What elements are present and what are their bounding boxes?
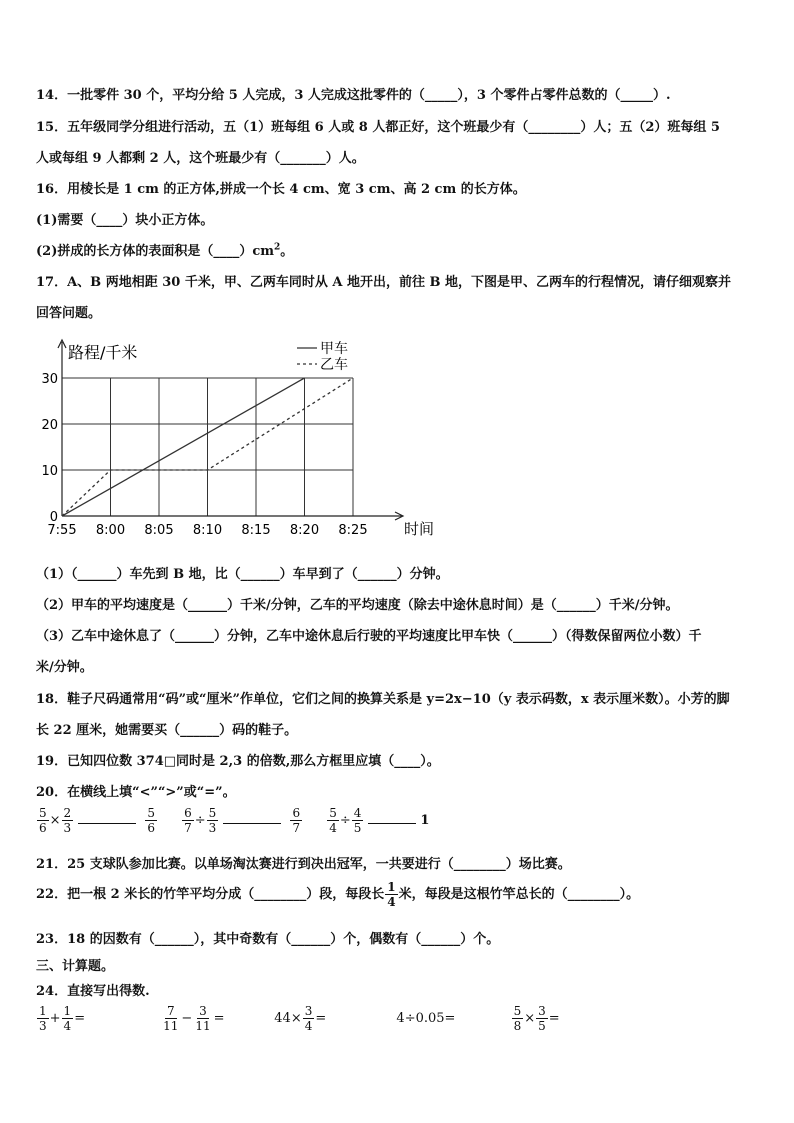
fraction: $\frac{5}{3}$ — [208, 806, 217, 835]
question-15-line2: 人或每组 9 人都剩 2 人，这个班最少有（_______）人。 — [36, 151, 365, 166]
y-tick-label: 10 — [41, 464, 58, 479]
question-18-line2: 长 22 厘米，她需要买（______）码的鞋子。 — [36, 723, 298, 738]
question-20-items — [36, 806, 429, 835]
legend-label: 甲车 — [320, 341, 348, 357]
q16-part2-end: 。 — [280, 244, 294, 259]
y-tick-label: 20 — [41, 418, 58, 433]
q22-text: 22．把一根 2 米长的竹竿平均分成（________）段，每段长 — [36, 887, 385, 902]
fraction: $\frac{2}{3}$ — [63, 806, 72, 835]
question-23: 23．18 的因数有（______），其中奇数有（______）个，偶数有（______）个。 — [36, 932, 500, 947]
answer-blank[interactable] — [368, 823, 416, 824]
fraction: $\frac{1}{4}$ — [387, 880, 396, 909]
series-line-jia — [62, 378, 305, 516]
question-16-part2 — [36, 240, 293, 259]
fraction: $\frac{6}{7}$ — [292, 806, 301, 835]
y-tick-label: 0 — [49, 510, 58, 525]
x-tick-label: 8:15 — [241, 523, 271, 538]
calc-4: 4÷0.05= — [396, 1011, 456, 1026]
question-17-line2: 回答问题。 — [36, 306, 102, 321]
x-axis-label: 时间 — [404, 520, 435, 538]
question-20: 20．在横线上填“<”“>”或“=”。 — [36, 785, 236, 800]
fraction: $\frac{4}{5}$ — [353, 806, 362, 835]
calc-3: 44× $\frac{3}{4}$ = — [274, 1004, 327, 1033]
x-tick-label: 7:55 — [47, 523, 77, 538]
x-tick-label: 8:10 — [192, 523, 223, 538]
section-3-title: 三、计算题。 — [36, 959, 115, 974]
question-17-line1: 17．A、B 两地相距 30 千米，甲、乙两车同时从 A 地开出，前往 B 地，下图是甲、乙两车的行程情况，请仔细观察并 — [36, 275, 732, 290]
y-axis-label: 路程/千米 — [68, 343, 138, 362]
operator: ÷ — [339, 813, 351, 828]
question-22 — [36, 880, 639, 909]
q22-text-end: 米，每段是这根竹竿总长的（________）。 — [398, 887, 640, 902]
question-18-line1: 18．鞋子尺码通常用“码”或“厘米”作单位，它们之间的换算关系是 y=2x−10（y 表示码数，x 表示厘米数）。小芳的脚 — [36, 692, 730, 707]
fraction: $\frac{6}{7}$ — [184, 806, 192, 835]
question-19: 19．已知四位数 374□同时是 2,3 的倍数,那么方框里应填（____）。 — [36, 754, 440, 769]
operator: ÷ — [194, 813, 206, 828]
fraction: $\frac{5}{4}$ — [329, 806, 337, 835]
question-15-line1: 15．五年级同学分组进行活动，五（1）班每组 6 人或 8 人都正好，这个班最少有（________）人；五（2）班每组 5 — [36, 120, 720, 135]
operator: × — [49, 813, 61, 828]
x-tick-label: 8:00 — [95, 523, 126, 538]
question-17-part2: （2）甲车的平均速度是（______）千米/分钟，乙车的平均速度（除去中途休息时间）是（______）千米/分钟。 — [36, 598, 679, 613]
question-16: 16．用棱长是 1 cm 的正方体,拼成一个长 4 cm、宽 3 cm、高 2 cm 的长方体。 — [36, 182, 526, 197]
question-16-part1: (1)需要（____）块小正方体。 — [36, 213, 214, 228]
travel-chart — [40, 336, 440, 546]
question-17-part1: （1）（______）车先到 B 地，比（______）车早到了（______）分钟。 — [36, 567, 449, 582]
answer-blank[interactable] — [78, 823, 136, 824]
question-21: 21．25 支球队参加比赛。以单场淘汰赛进行到决出冠军，一共要进行（________）场比赛。 — [36, 857, 571, 872]
answer-blank[interactable] — [223, 823, 281, 824]
q16-part2-text: (2)拼成的长方体的表面积是（____）cm — [36, 244, 275, 259]
legend-label: 乙车 — [320, 357, 348, 373]
x-tick-label: 8:20 — [289, 523, 320, 538]
q16-superscript: 2 — [274, 242, 281, 253]
y-tick-label: 30 — [41, 372, 58, 387]
question-14: 14．一批零件 30 个，平均分给 5 人完成，3 人完成这批零件的（_____），3 个零件占零件总数的（_____）. — [36, 88, 671, 103]
question-24-items — [36, 1004, 560, 1033]
calc-5: $\frac{5}{8}$ × $\frac{3}{5}$ = — [513, 1004, 560, 1033]
fraction: $\frac{5}{6}$ — [39, 806, 47, 835]
calc-2: $\frac{7}{11}$ − $\frac{3}{11}$ = — [163, 1004, 225, 1033]
fraction: $\frac{5}{6}$ — [147, 806, 155, 835]
question-17-part3-line1: （3）乙车中途休息了（______）分钟，乙车中途休息后行驶的平均速度比甲车快（______）（得数保留两位小数）千 — [36, 629, 702, 644]
compare-value: 1 — [420, 813, 430, 828]
question-17-part3-line2: 米/分钟。 — [36, 660, 93, 675]
x-tick-label: 8:25 — [338, 523, 368, 538]
calc-1: $\frac{1}{3}$ + $\frac{1}{4}$ = — [39, 1004, 86, 1033]
x-tick-label: 8:05 — [144, 523, 174, 538]
question-24: 24．直接写出得数. — [36, 984, 150, 999]
